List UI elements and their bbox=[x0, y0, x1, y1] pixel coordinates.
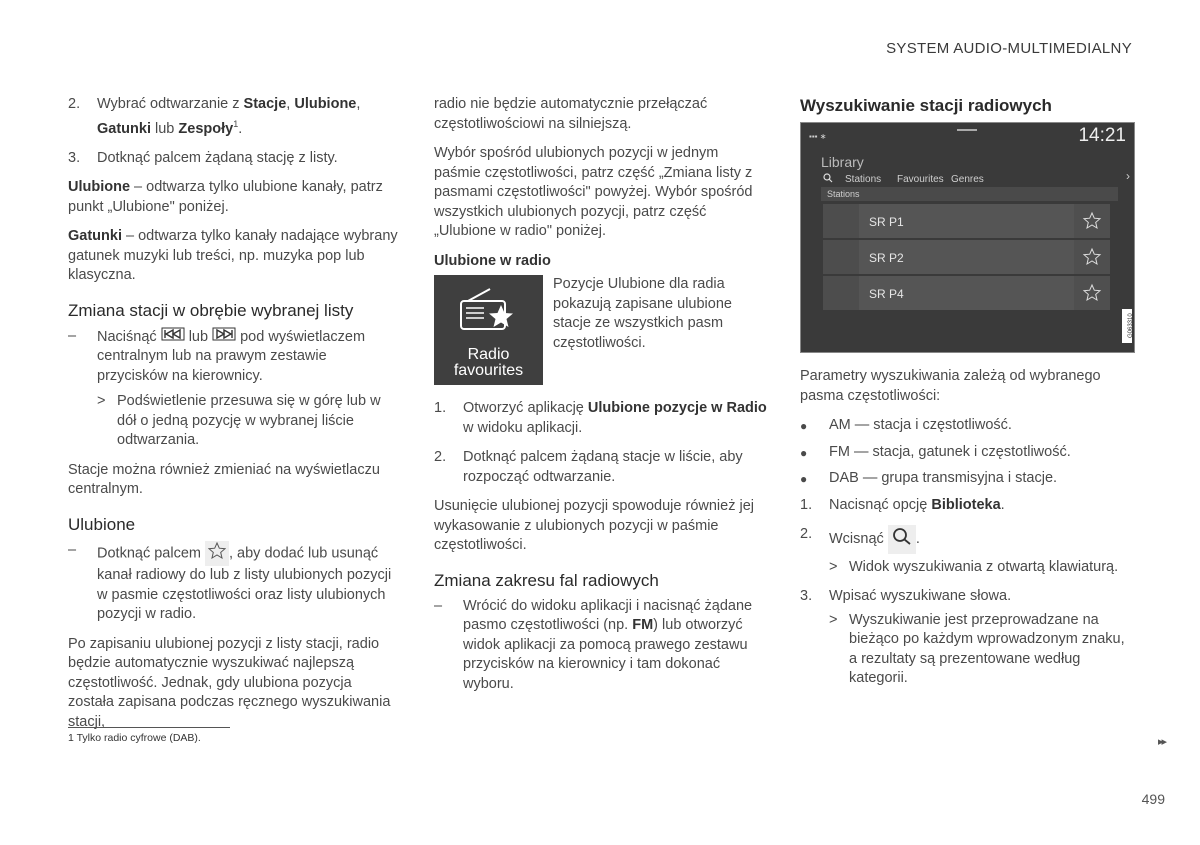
paragraph-usuniecie: Usunięcie ulubionej pozycji spowoduje również jej wykasowanie z ulubionych pozycji w paśmie częstotliwości. bbox=[434, 498, 754, 553]
step-2 bbox=[434, 448, 769, 487]
result-item bbox=[829, 611, 1135, 689]
dash-marker: – bbox=[68, 541, 77, 558]
bullet-item bbox=[800, 469, 1135, 490]
bullet-text: FM — stacja, gatunek i częstotliwość. bbox=[829, 443, 1071, 460]
step-number: 3. bbox=[68, 149, 81, 166]
result-marker: > bbox=[97, 393, 106, 410]
star-icon bbox=[205, 541, 229, 567]
footnote-ref: 1 bbox=[233, 118, 239, 129]
heading-ulubione-w-radio: Ulubione w radio bbox=[434, 252, 551, 269]
page-number: 499 bbox=[1141, 791, 1165, 807]
dash-text bbox=[97, 541, 400, 625]
option-zespoly: Zespoły bbox=[178, 120, 234, 137]
next-page-icon: ▸▸ bbox=[1157, 736, 1165, 748]
heading-ulubione: Ulubione bbox=[68, 514, 136, 534]
step-text-pre: Wybrać odtwarzanie z bbox=[97, 96, 244, 112]
radio-favourites-app-icon bbox=[434, 275, 543, 385]
option-stacje: Stacje bbox=[243, 96, 287, 112]
result-marker: > bbox=[829, 611, 838, 628]
band-fm: FM bbox=[632, 617, 654, 633]
step-text: Dotknąć palcem żądaną stacje w liście, aby rozpocząć odtwarzanie. bbox=[463, 449, 743, 485]
heading-wyszukiwanie: Wyszukiwanie stacji radiowych bbox=[800, 96, 1052, 115]
dash-item bbox=[68, 541, 400, 625]
step-text bbox=[463, 399, 769, 438]
paragraph-wybor: Wybór spośród ulubionych pozycji w jednym paśmie częstotliwości, patrz część „Zmiana listy z pasmami częstotliwości" powyżej. Wybór spośród wszystkich ulubionych pozycji, patrz część „Ulubione w radio" poniżej. bbox=[434, 145, 753, 239]
text-pre: Otworzyć aplikację bbox=[463, 400, 588, 416]
list-header: Stations bbox=[821, 187, 1118, 201]
step-2 bbox=[68, 95, 400, 139]
dash-text bbox=[97, 327, 400, 387]
paragraph-stacje: Stacje można również zmieniać na wyświetlaczu centralnym. bbox=[68, 461, 380, 498]
station-row[interactable] bbox=[823, 240, 1110, 274]
skip-back-icon bbox=[161, 327, 185, 348]
bullet-text: DAB — grupa transmisyjna i stacje. bbox=[829, 470, 1058, 486]
step-3 bbox=[800, 587, 1135, 607]
dash-marker: – bbox=[434, 597, 443, 614]
station-name: SR P4 bbox=[869, 287, 904, 301]
step-3 bbox=[68, 149, 400, 169]
column-2 bbox=[434, 95, 769, 700]
step-text: Dotknąć palcem żądaną stację z listy. bbox=[97, 149, 338, 166]
favourite-star-icon[interactable] bbox=[1074, 240, 1110, 274]
heading-zmiana-stacji: Zmiana stacji w obrębie wybranej listy bbox=[68, 300, 354, 320]
app-label-line-1: Radio bbox=[467, 346, 510, 363]
signal-icon: ▪▪▪ ∗ bbox=[809, 132, 827, 141]
conjunction: lub bbox=[184, 328, 213, 345]
bullet-item bbox=[800, 416, 1135, 437]
ulubione-description bbox=[68, 178, 400, 217]
step-text: Wpisać wyszukiwane słowa. bbox=[829, 588, 1012, 604]
tab-favourites[interactable]: Favourites bbox=[897, 174, 944, 185]
step-number: 1. bbox=[800, 496, 813, 513]
description-text: – odtwarza tylko kanały nadające wybrany gatunek muzyki lub treści, np. muzyka pop lub klasyczna. bbox=[68, 228, 398, 284]
library-title: Library bbox=[821, 154, 864, 170]
step-1 bbox=[434, 399, 769, 438]
text-pre: Wrócić do widoku aplikacji i nacisnąć żądane pasmo częstotliwości (np. bbox=[463, 597, 753, 633]
tab-stations[interactable]: Stations bbox=[845, 174, 882, 185]
app-label-line-2: favourites bbox=[453, 362, 524, 379]
result-text: Widok wyszukiwania z otwartą klawiaturą. bbox=[849, 558, 1119, 575]
step-text bbox=[829, 496, 1135, 516]
station-row[interactable] bbox=[823, 204, 1110, 238]
app-name: Ulubione pozycje w Radio bbox=[587, 400, 767, 416]
radio-screen bbox=[800, 122, 1135, 353]
radio-favourites-block bbox=[434, 275, 769, 385]
step-1 bbox=[800, 496, 1135, 516]
drag-handle[interactable] bbox=[957, 129, 977, 131]
header-title: SYSTEM AUDIO-MULTIMEDIALNY bbox=[886, 40, 1132, 57]
term-gatunki: Gatunki bbox=[68, 228, 122, 245]
station-logo-icon bbox=[823, 240, 859, 274]
bullet-item bbox=[800, 443, 1135, 464]
bullet-marker: ● bbox=[800, 419, 808, 433]
option-gatunki: Gatunki bbox=[97, 120, 151, 137]
option-biblioteka: Biblioteka bbox=[931, 496, 1001, 513]
station-logo-icon bbox=[823, 204, 859, 238]
dash-marker: – bbox=[68, 327, 77, 344]
column-3 bbox=[800, 95, 1135, 699]
text-post: . bbox=[915, 531, 920, 548]
clock: 14:21 bbox=[1078, 125, 1126, 146]
term-ulubione: Ulubione bbox=[68, 179, 131, 196]
station-name: SR P2 bbox=[869, 251, 904, 265]
text-post: . bbox=[1000, 496, 1005, 513]
description-text: – odtwarza tylko ulubione kanały, patrz punkt „Ulubione" poniżej. bbox=[68, 179, 383, 215]
bullet-marker: ● bbox=[800, 445, 808, 460]
radio-icon bbox=[434, 275, 543, 350]
separator: , bbox=[286, 96, 295, 112]
station-row[interactable] bbox=[823, 276, 1110, 310]
heading-zmiana-zakresu: Zmiana zakresu fal radiowych bbox=[434, 570, 659, 590]
chevron-right-icon[interactable]: › bbox=[1126, 169, 1130, 183]
paragraph-parametry: Parametry wyszukiwania zależą od wybranego pasma częstotliwości: bbox=[800, 368, 1101, 404]
bullet-text: AM — stacja i częstotliwość. bbox=[829, 417, 1012, 433]
separator: , bbox=[356, 96, 361, 112]
station-name: SR P1 bbox=[869, 215, 904, 229]
text-pre: Wcisnąć bbox=[829, 531, 888, 548]
paragraph-po-zapisaniu: Po zapisaniu ulubionej pozycji z listy stacji, radio będzie automatycznie wyszukiwać najlepszą częstotliwość. Jednak, gdy ulubiona pozycja została zapisana podczas ręcznego wyszukiwania stacji, bbox=[68, 635, 391, 730]
step-2 bbox=[800, 525, 1135, 554]
result-text: Wyszukiwanie jest przeprowadzane na bieżąco po każdym wprowadzonym znaku, a rezultaty są prezentowane według kategorii. bbox=[849, 611, 1125, 686]
gatunki-description bbox=[68, 227, 400, 286]
dash-item bbox=[68, 327, 400, 387]
step-number: 3. bbox=[800, 588, 813, 604]
column-1 bbox=[68, 95, 400, 742]
option-ulubione: Ulubione bbox=[294, 96, 357, 112]
favourite-star-icon[interactable] bbox=[1074, 204, 1110, 238]
footnote-divider bbox=[68, 727, 230, 728]
step-number: 2. bbox=[68, 96, 81, 112]
dash-text bbox=[463, 597, 769, 695]
bullet-marker: ● bbox=[800, 472, 808, 486]
dash-item bbox=[434, 597, 769, 695]
step-number: 1. bbox=[434, 400, 447, 416]
result-item bbox=[97, 392, 400, 451]
result-text: Podświetlenie przesuwa się w górę lub w dół o jedną pozycję w wybranej liście odtwarzania. bbox=[117, 393, 381, 449]
station-logo-icon bbox=[823, 276, 859, 310]
tab-genres[interactable]: Genres bbox=[951, 174, 984, 185]
paragraph-continuation: radio nie będzie automatycznie przełączać częstotliwościowi na silniejszą. bbox=[434, 96, 708, 132]
text-pre: Nacisnąć opcję bbox=[829, 496, 932, 513]
result-item bbox=[829, 558, 1135, 578]
footnote: 1 Tylko radio cyfrowe (DAB). bbox=[68, 732, 201, 744]
text-post: , aby dodać lub usunąć kanał radiowy do lub z listy ulubionych pozycji w pasmie częstotliwości oraz listy ulubionych pozycji w radio. bbox=[97, 545, 392, 623]
text-post: w widoku aplikacji. bbox=[463, 419, 583, 436]
text-post: pod wyświetlaczem centralnym lub na prawym zestawie przycisków na kierownicy. bbox=[97, 328, 366, 384]
step-text bbox=[829, 525, 1135, 554]
text-pre: Naciśnąć bbox=[97, 328, 161, 345]
skip-forward-icon bbox=[212, 327, 236, 348]
text-post: ) lub otworzyć widok aplikacji za pomocą prawego zestawu przycisków na kierownicy i tam dokonać wyboru. bbox=[463, 617, 748, 692]
favourite-star-icon[interactable] bbox=[1074, 276, 1110, 310]
conjunction: lub bbox=[150, 120, 179, 137]
text-pre: Dotknąć palcem bbox=[97, 545, 205, 562]
image-code: G063310 bbox=[1122, 309, 1132, 343]
result-marker: > bbox=[829, 558, 838, 575]
radio-favourites-text: Pozycje Ulubione dla radia pokazują zapisane ulubione stacje ze wszystkich pasm częstotliwości. bbox=[553, 276, 732, 351]
step-number: 2. bbox=[800, 526, 813, 542]
step-number: 2. bbox=[434, 449, 447, 465]
period: . bbox=[238, 120, 243, 137]
step-text bbox=[97, 95, 400, 139]
search-icon bbox=[888, 525, 916, 554]
